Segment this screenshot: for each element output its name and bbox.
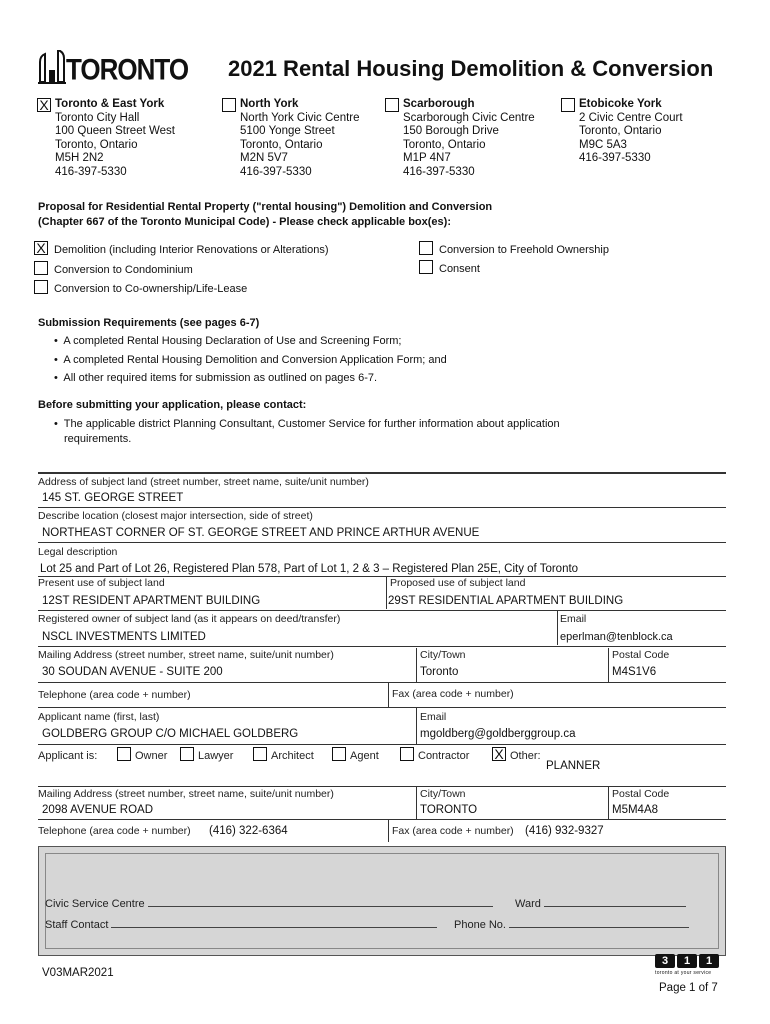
ward-label: Ward [515,896,686,910]
owner-type-label: Owner [135,750,168,762]
owner-email-field[interactable]: eperlman@tenblock.ca [560,631,673,643]
office-name: Scarborough [403,98,475,110]
owner-label: Registered owner of subject land (as it appears on deed/transfer) [38,613,341,625]
contractor-type-label: Contractor [418,750,470,762]
before-note: • The applicable district Planning Consultant, Customer Service for further information about application requirements. [54,418,560,445]
toronto-logo [38,48,189,87]
before-note-line1: The applicable district Planning Consultant, Customer Service for further information about application [63,418,560,430]
staff-contact-field[interactable] [111,917,437,928]
divider [416,708,417,744]
office-line: 150 Borough Drive [403,125,499,137]
office-line: 416-397-5330 [240,165,312,178]
owner-tel-label: Telephone (area code + number) [38,689,191,701]
app-mail-label: Mailing Address (street number, street name, suite/unit number) [38,788,334,800]
page-title: 2021 Rental Housing Demolition & Conversion [228,56,714,81]
freehold-label: Conversion to Freehold Ownership [439,244,609,256]
consent-checkbox[interactable] [419,260,433,274]
owner-email-label: Email [560,613,587,625]
office-name: Etobicoke York [579,98,662,110]
divider [38,744,726,745]
agent-checkbox[interactable] [332,747,346,761]
submission-heading: Submission Requirements (see pages 6-7) [38,317,260,329]
owner-fax-label: Fax (area code + number) [392,688,514,700]
app-mail-field[interactable]: 2098 AVENUE ROAD [42,804,154,816]
civic-centre-label: Civic Service Centre [45,896,493,910]
owner-mail-label: Mailing Address (street number, street name, suite/unit number) [38,649,334,661]
list-item: • All other required items for submission as outlined on pages 6-7. [54,372,378,384]
office-north-york [222,98,360,179]
divider [416,787,417,819]
office-line: 416-397-5330 [403,165,475,178]
office-line: M9C 5A3 [579,138,627,151]
office-line: Scarborough Civic Centre [403,111,535,124]
logo-311-tagline: toronto at your service [655,970,712,976]
office-scarborough [385,98,535,179]
office-line: 5100 Yonge Street [240,125,335,137]
app-postal-field[interactable]: M5M4A8 [612,804,659,816]
office-line: 2 Civic Centre Court [579,111,683,124]
staff-contact-label: Staff Contact [45,917,437,931]
owner-city-label: City/Town [420,649,466,661]
before-note-line2: requirements. [64,433,132,445]
office-line: Toronto, Ontario [579,125,662,137]
form-top-rule [38,472,726,474]
office-line: M2N 5V7 [240,152,288,164]
address-field[interactable]: 145 ST. GEORGE STREET [42,492,184,504]
divider [38,542,726,543]
owner-postal-field[interactable]: M4S1V6 [612,666,657,678]
divider [557,611,558,645]
divider [608,787,609,819]
divider [416,648,417,682]
other-type-label: Other: [510,750,541,762]
contractor-checkbox[interactable] [400,747,414,761]
owner-field[interactable]: NSCL INVESTMENTS LIMITED [42,631,206,643]
list-item: • A completed Rental Housing Demolition and Conversion Application Form; and [54,353,447,366]
submission-list [54,332,447,388]
consent-label: Consent [439,263,480,275]
office-name: Toronto & East York [55,98,165,110]
divider [38,610,726,611]
app-tel-label: Telephone (area code + number) [38,825,191,837]
address-label: Address of subject land (street number, street name, suite/unit number) [38,476,369,488]
divider [38,707,726,708]
proposed-use-field[interactable]: 29ST RESIDENTIAL APARTMENT BUILDING [388,595,624,607]
owner-city-field[interactable]: Toronto [420,666,459,678]
office-line: 100 Queen Street West [55,125,175,137]
office-name: North York [240,98,299,110]
logo-311-digit: 1 [699,954,719,968]
office-line: M1P 4N7 [403,152,451,164]
phone-field[interactable] [509,917,689,928]
condominium-checkbox[interactable] [34,261,48,275]
office-toronto-east-york [37,98,175,179]
demolition-label: Demolition (including Interior Renovations or Alterations) [54,244,329,256]
divider [608,648,609,682]
condominium-label: Conversion to Condominium [54,264,193,276]
divider [38,682,726,683]
logo-wordmark: TORONTO [66,52,189,87]
present-use-label: Present use of subject land [38,577,165,589]
location-field[interactable]: NORTHEAST CORNER OF ST. GEORGE STREET AND PRINCE ARTHUR AVENUE [42,527,480,539]
office-line: 416-397-5330 [55,165,127,178]
civic-centre-field[interactable] [148,896,493,907]
applicant-email-field[interactable]: mgoldberg@goldberggroup.ca [420,728,576,740]
architect-type-label: Architect [271,750,314,762]
lawyer-checkbox[interactable] [180,747,194,761]
office-line: North York Civic Centre [240,111,360,124]
proposed-use-label: Proposed use of subject land [390,577,526,589]
city-hall-icon [38,50,66,84]
present-use-field[interactable]: 12ST RESIDENT APARTMENT BUILDING [42,595,261,607]
logo-311 [655,954,727,976]
office-checkbox[interactable] [561,98,575,112]
divider [38,819,726,820]
office-line: Toronto, Ontario [55,138,138,151]
office-line: Toronto, Ontario [403,138,486,151]
app-city-label: City/Town [420,788,466,800]
lawyer-type-label: Lawyer [198,750,234,762]
legal-label: Legal description [38,546,118,558]
app-city-field[interactable]: TORONTO [420,804,478,816]
owner-postal-label: Postal Code [612,649,670,661]
app-postal-label: Postal Code [612,788,670,800]
legal-field[interactable]: Lot 25 and Part of Lot 26, Registered Plan 578, Part of Lot 1, 2 & 3 – Registered Plan 25E, City of Toronto [40,563,579,575]
office-line: Toronto, Ontario [240,138,323,151]
logo-311-digit: 1 [677,954,697,968]
other-checkbox[interactable]: X [492,747,506,761]
office-line: 416-397-5330 [579,152,651,164]
list-item: • A completed Rental Housing Declaration of Use and Screening Form; [54,335,402,347]
divider [386,577,387,609]
other-field[interactable]: PLANNER [546,760,601,772]
proposal-heading-line1: Proposal for Residential Rental Property ("rental housing") Demolition and Conversion [38,201,493,213]
app-fax-field[interactable]: (416) 932-9327 [525,825,604,837]
divider [38,786,726,787]
divider [38,646,726,647]
co-ownership-checkbox[interactable] [34,280,48,294]
applicant-is-label: Applicant is: [38,750,98,762]
divider [38,507,726,508]
staff-use-box [38,846,726,956]
demolition-checkbox[interactable]: X [34,241,48,255]
ward-field[interactable] [544,896,686,907]
applicant-label: Applicant name (first, last) [38,711,160,723]
logo-311-digit: 3 [655,954,675,968]
app-tel-field[interactable]: (416) 322-6364 [209,825,288,837]
divider [388,820,389,842]
office-line: Toronto City Hall [55,111,140,124]
office-checkbox[interactable] [385,98,399,112]
agent-type-label: Agent [350,750,379,762]
phone-label: Phone No. [454,917,689,931]
applicant-email-label: Email [420,711,447,723]
applicant-field[interactable]: GOLDBERG GROUP C/O MICHAEL GOLDBERG [42,728,299,740]
owner-checkbox[interactable] [117,747,131,761]
office-checkbox[interactable]: X [37,98,51,112]
version-code: V03MAR2021 [42,967,114,979]
divider [388,683,389,707]
freehold-checkbox[interactable] [419,241,433,255]
before-heading: Before submitting your application, please contact: [38,399,307,411]
architect-checkbox[interactable] [253,747,267,761]
office-etobicoke-york [561,98,683,166]
owner-mail-field[interactable]: 30 SOUDAN AVENUE - SUITE 200 [42,666,223,678]
proposal-heading-line2: (Chapter 667 of the Toronto Municipal Code) - Please check applicable box(es): [38,216,451,228]
co-ownership-label: Conversion to Co-ownership/Life-Lease [54,283,248,295]
app-fax-label: Fax (area code + number) [392,825,514,837]
location-label: Describe location (closest major intersection, side of street) [38,510,313,522]
proposal-heading [38,200,492,230]
office-line: M5H 2N2 [55,152,104,164]
office-checkbox[interactable] [222,98,236,112]
page-number: Page 1 of 7 [659,982,718,994]
